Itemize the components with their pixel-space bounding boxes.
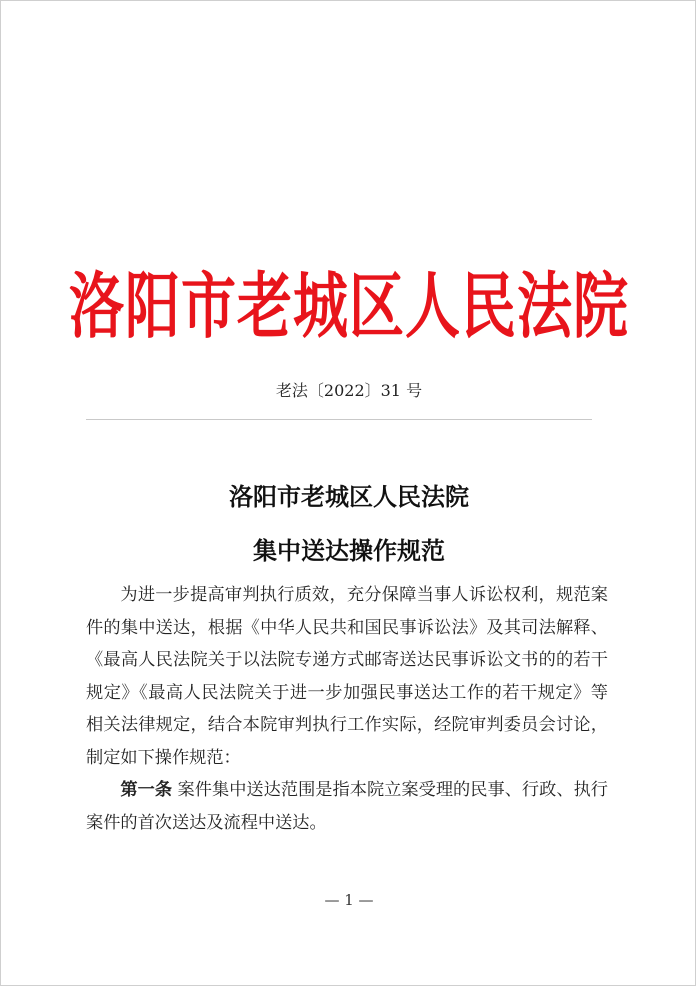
document-title-line2: 集中送达操作规范 [253, 536, 445, 565]
document-title-line1: 洛阳市老城区人民法院 [229, 482, 469, 511]
article-1-paragraph [86, 774, 608, 839]
header-divider [86, 419, 592, 420]
document-body [86, 579, 608, 839]
document-number: 老法〔2022〕31 号 [275, 381, 423, 400]
article-1-heading: 第一条 [120, 780, 173, 800]
masthead-title: 洛阳市老城区人民法院 [68, 264, 629, 348]
page-number: — 1 — [324, 891, 374, 909]
preamble-paragraph: 为进一步提高审判执行质效，充分保障当事人诉讼权利，规范案件的集中送达，根据《中华人民共和国民事诉讼法》及其司法解释、《最高人民法院关于以法院专递方式邮寄送达民事诉讼文书的的若干规定》《最高人民法院关于进一步加强民事送达工作的若干规定》等相关法律规定，结合本院审判执行工作实际，经院审判委员会讨论，制定如下操作规范： [86, 585, 608, 768]
article-1-text: 案件集中送达范围是指本院立案受理的民事、行政、执行案件的首次送达及流程中送达。 [86, 780, 608, 833]
